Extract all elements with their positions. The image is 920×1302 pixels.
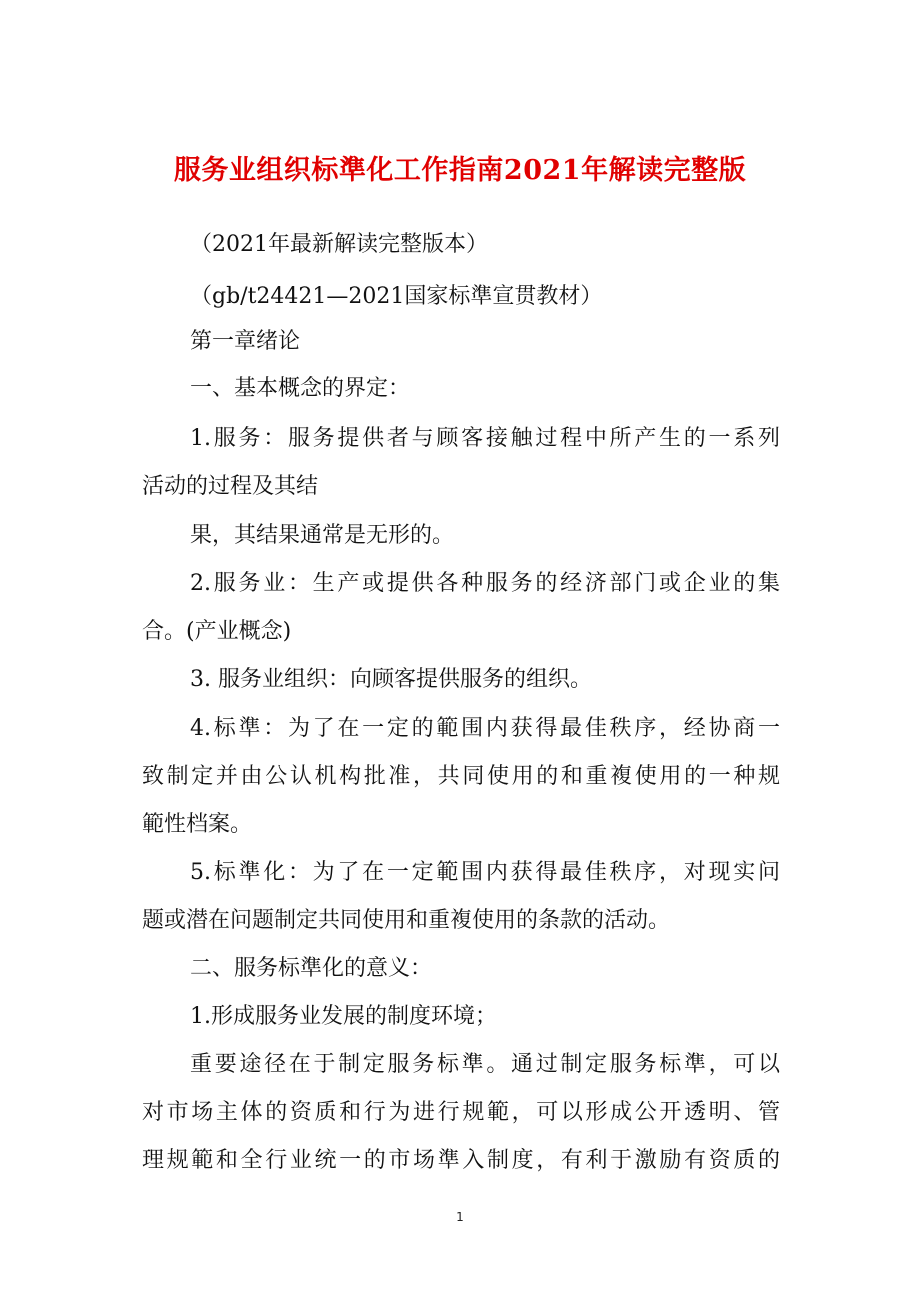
- paragraph-line: 重要途径在于制定服务标準。通过制定服务标準，可以: [190, 1052, 780, 1077]
- chapter-heading: 第一章绪论: [190, 329, 301, 354]
- paragraph-line: 1.服务：服务提供者与顾客接触过程中所产生的一系列: [190, 426, 780, 451]
- paragraph-line: 题或潜在问题制定共同使用和重複使用的条款的活动。: [142, 908, 671, 933]
- document-title: 服务业组织标準化工作指南2021年解读完整版: [173, 155, 747, 186]
- paragraph-line: 4.标準：为了在一定的範围内获得最佳秩序，经协商一: [190, 716, 780, 741]
- paragraph-line: 1.形成服务业发展的制度环境；: [190, 1004, 497, 1029]
- paragraph-line: 致制定并由公认机构批准，共同使用的和重複使用的一种规: [142, 764, 780, 789]
- paragraph-line: 2.服务业：生产或提供各种服务的经济部门或企业的集: [190, 571, 780, 596]
- paragraph-line: 範性档案。: [142, 812, 253, 837]
- paragraph-line: 3. 服务业组织：向顾客提供服务的组织。: [190, 667, 592, 692]
- section-heading-2: 二、服务标準化的意义：: [190, 956, 433, 981]
- page-number: 1: [456, 1210, 464, 1224]
- paragraph-line: 对市场主体的资质和行为进行规範，可以形成公开透明、管: [142, 1100, 780, 1125]
- paragraph-line: 合。(产业概念): [142, 619, 292, 644]
- paragraph-line: 活动的过程及其结: [142, 474, 319, 499]
- paragraph-line: 5.标準化：为了在一定範围内获得最佳秩序，对现实问: [190, 860, 780, 885]
- paragraph-line: 果，其结果通常是无形的。: [190, 523, 455, 548]
- section-heading-1: 一、基本概念的界定：: [190, 376, 411, 401]
- subtitle-standard: （gb/t24421—2021国家标準宣贯教材）: [190, 284, 603, 309]
- subtitle-edition: （2021年最新解读完整版本）: [190, 232, 488, 257]
- paragraph-line: 理规範和全行业统一的市场準入制度，有利于激励有资质的: [142, 1148, 780, 1173]
